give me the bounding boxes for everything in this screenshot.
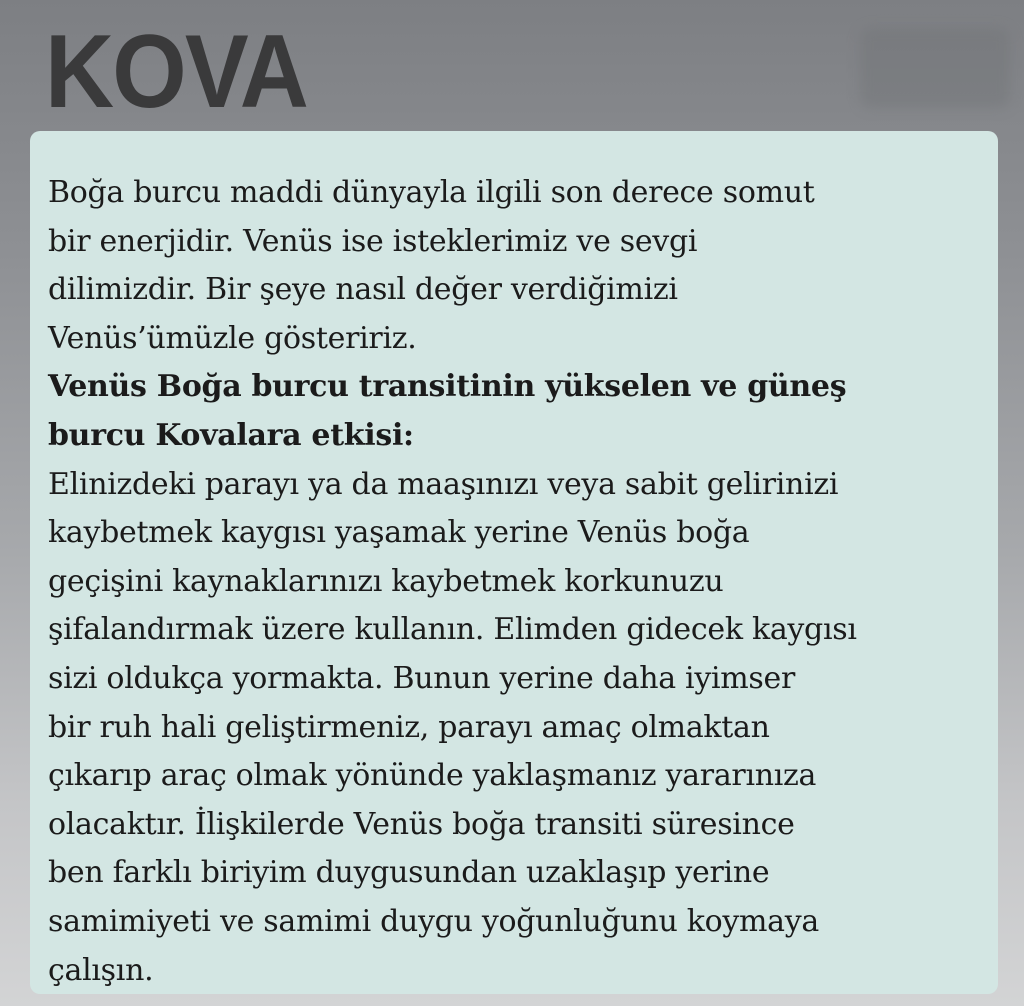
text-line: Boğa burcu maddi dünyayla ilgili son derece somut bbox=[48, 175, 815, 210]
text-line: şifalandırmak üzere kullanın. Elimden gidecek kaygısı bbox=[48, 612, 857, 648]
text-line: bir ruh hali geliştirmeniz, parayı amaç olmaktan bbox=[48, 709, 770, 745]
page-title: KOVA bbox=[45, 14, 307, 130]
text-line: sizi oldukça yormakta. Bunun yerine daha iyimser bbox=[48, 660, 796, 696]
intro-paragraph bbox=[48, 169, 982, 363]
text-line: kaybetmek kaygısı yaşamak yerine Venüs boğa bbox=[48, 515, 750, 551]
heading-line: burcu Kovalara etkisi: bbox=[48, 417, 414, 453]
heading-line: Venüs Boğa burcu transitinin yükselen ve güneş bbox=[48, 369, 847, 405]
text-line: olacaktır. İlişkilerde Venüs boğa transiti süresince bbox=[48, 806, 795, 842]
text-line: Venüs’ümüzle gösteririz. bbox=[48, 320, 417, 356]
body-paragraph bbox=[48, 461, 982, 996]
text-line: çalışın. bbox=[48, 952, 154, 988]
text-line: çıkarıp araç olmak yönünde yaklaşmanız yararınıza bbox=[48, 758, 817, 794]
text-line: Elinizdeki parayı ya da maaşınızı veya sabit gelirinizi bbox=[48, 466, 839, 502]
text-line: samimiyeti ve samimi duygu yoğunluğunu koymaya bbox=[48, 903, 819, 939]
content-card bbox=[30, 131, 998, 994]
text-line: dilimizdir. Bir şeye nasıl değer verdiğimizi bbox=[48, 272, 678, 308]
text-line: geçişini kaynaklarınızı kaybetmek korkunuzu bbox=[48, 563, 724, 599]
text-line: ben farklı biriyim duygusundan uzaklaşıp yerine bbox=[48, 855, 770, 891]
blurred-background-shape bbox=[860, 28, 1010, 108]
section-heading bbox=[48, 363, 982, 460]
text-line: bir enerjidir. Venüs ise isteklerimiz ve sevgi bbox=[48, 223, 698, 259]
